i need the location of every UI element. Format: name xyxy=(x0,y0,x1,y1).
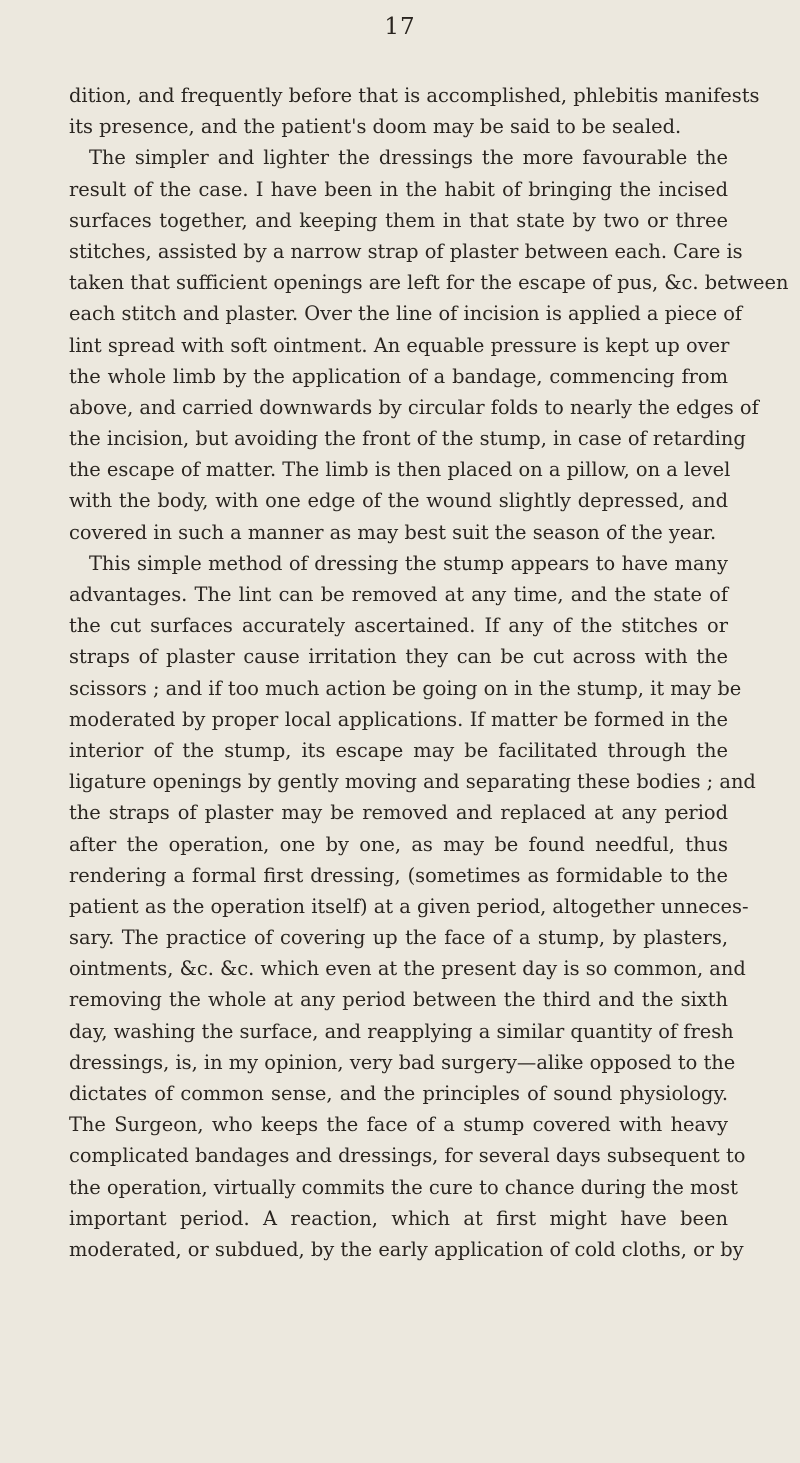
text-line: dictates of common sense, and the principles of sound physiology. xyxy=(69,1082,728,1105)
text-line: dition, and frequently before that is accomplished, phlebitis manifests xyxy=(69,84,760,107)
text-line: This simple method of dressing the stump appears to have many xyxy=(89,551,728,575)
text-line: after the operation, one by one, as may be found needful, thus xyxy=(69,832,728,856)
text-line: stitches, assisted by a narrow strap of plaster between each. Care is xyxy=(69,239,743,263)
text-line: sary. The practice of covering up the face of a stump, by plasters, xyxy=(69,926,728,950)
text-line: result of the case. I have been in the habit of bringing the incised xyxy=(69,177,728,201)
text-line: advantages. The lint can be removed at any time, and the state of xyxy=(69,583,728,606)
text-line: covered in such a manner as may best suit the season of the year. xyxy=(69,520,717,544)
text-line: surfaces together, and keeping them in that state by two or three xyxy=(69,208,728,232)
text-line: day, washing the surface, and reapplying a similar quantity of fresh xyxy=(69,1019,734,1043)
text-line: The Surgeon, who keeps the face of a stump covered with heavy xyxy=(69,1113,728,1137)
text-line: the cut surfaces accurately ascertained. If any of the stitches or xyxy=(69,614,728,638)
text-line: removing the whole at any period between the third and the sixth xyxy=(69,988,728,1012)
text-line: important period. A reaction, which at first might have been xyxy=(69,1206,728,1230)
text-line: ligature openings by gently moving and separating these bodies ; and xyxy=(69,770,756,794)
page-number: 17 xyxy=(384,14,416,40)
text-line: patient as the operation itself) at a given period, altogether unneces- xyxy=(69,894,749,918)
text-line: complicated bandages and dressings, for several days subsequent to xyxy=(69,1144,746,1168)
text-line: the escape of matter. The limb is then placed on a pillow, on a level xyxy=(69,458,731,482)
text-line: The simpler and lighter the dressings the more favourable the xyxy=(89,146,728,170)
text-line: moderated by proper local applications. If matter be formed in the xyxy=(69,707,728,731)
text-line: the incision, but avoiding the front of the stump, in case of retarding xyxy=(69,427,746,451)
text-line: dressings, is, in my opinion, very bad surgery—alike opposed to the xyxy=(69,1050,736,1074)
text-line: moderated, or subdued, by the early application of cold cloths, or by xyxy=(69,1237,744,1261)
text-line: scissors ; and if too much action be going on in the stump, it may be xyxy=(69,676,742,700)
text-line: taken that sufficient openings are left for the escape of pus, &c. between xyxy=(69,271,789,295)
text-line: each stitch and plaster. Over the line of incision is applied a piece of xyxy=(69,302,743,326)
text-line: straps of plaster cause irritation they can be cut across with the xyxy=(69,645,728,669)
text-line: lint spread with soft ointment. An equable pressure is kept up over xyxy=(69,333,730,357)
text-line: its presence, and the patient's doom may be said to be sealed. xyxy=(69,115,682,139)
text-line: interior of the stump, its escape may be facilitated through the xyxy=(69,738,728,762)
body-text xyxy=(69,80,789,1265)
text-line: the operation, virtually commits the cure to chance during the most xyxy=(69,1175,738,1199)
text-line: with the body, with one edge of the wound slightly depressed, and xyxy=(69,489,728,513)
text-line: the whole limb by the application of a bandage, commencing from xyxy=(69,364,728,388)
text-line: ointments, &c. &c. which even at the present day is so common, and xyxy=(69,957,746,981)
text-line: above, and carried downwards by circular folds to nearly the edges of xyxy=(69,395,759,419)
text-line: rendering a formal first dressing, (sometimes as formidable to the xyxy=(69,863,728,887)
text-line: the straps of plaster may be removed and replaced at any period xyxy=(69,801,728,825)
